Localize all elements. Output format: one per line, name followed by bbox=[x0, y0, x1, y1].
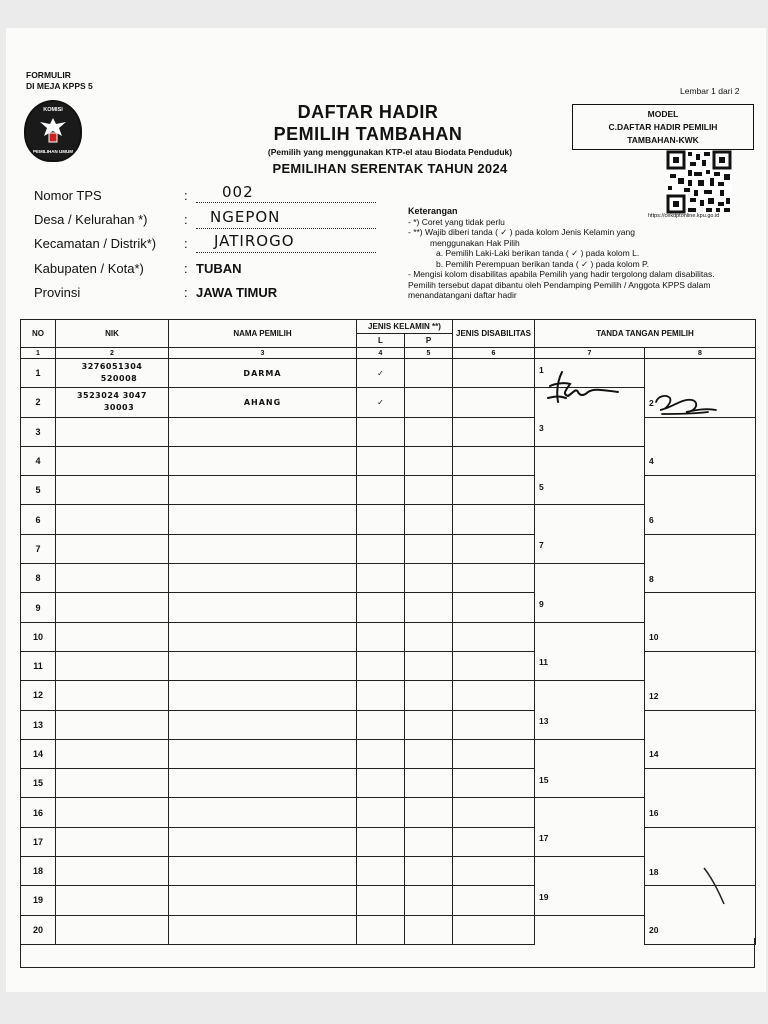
colon: : bbox=[184, 212, 188, 227]
nik-cell[interactable] bbox=[56, 476, 169, 505]
signature-number: 9 bbox=[539, 598, 544, 609]
row-no: 2 bbox=[21, 388, 56, 417]
disabilitas-cell[interactable] bbox=[453, 739, 535, 768]
nik-line2: 520008 bbox=[100, 374, 138, 384]
nama-cell[interactable] bbox=[169, 505, 357, 534]
signature-cell-left[interactable] bbox=[535, 446, 645, 475]
nik-cell[interactable] bbox=[56, 593, 169, 622]
gender-l-cell[interactable]: ✓ bbox=[357, 388, 405, 417]
gender-p-cell[interactable] bbox=[405, 827, 453, 856]
nik-cell[interactable] bbox=[56, 651, 169, 680]
nama-cell[interactable] bbox=[169, 710, 357, 739]
signature-cell-left[interactable] bbox=[535, 798, 645, 827]
gender-p-cell[interactable] bbox=[405, 798, 453, 827]
gender-l-cell[interactable] bbox=[357, 769, 405, 798]
form-code bbox=[26, 70, 93, 92]
col-number: 2 bbox=[56, 348, 169, 359]
gender-l-cell[interactable] bbox=[357, 651, 405, 680]
signature-cell-right[interactable] bbox=[645, 681, 756, 710]
nama-cell[interactable] bbox=[169, 827, 357, 856]
row-no: 9 bbox=[21, 593, 56, 622]
signature-number: 11 bbox=[539, 657, 548, 668]
signature-cell-right[interactable] bbox=[645, 359, 756, 388]
signature-cell-right[interactable] bbox=[645, 739, 756, 768]
signature-number: 18 bbox=[649, 866, 659, 877]
model-box bbox=[572, 104, 754, 150]
row-no: 10 bbox=[21, 622, 56, 651]
signature-number: 17 bbox=[539, 833, 549, 844]
gender-p-cell[interactable] bbox=[405, 886, 453, 915]
disabilitas-cell[interactable] bbox=[453, 857, 535, 886]
qr-url: https://cekdptonline.kpu.go.id bbox=[648, 213, 720, 219]
nomor-tps-value: 002 bbox=[222, 183, 254, 201]
signature-number: 16 bbox=[649, 807, 659, 818]
nik-cell[interactable] bbox=[56, 564, 169, 593]
signature-cell-left[interactable] bbox=[535, 769, 645, 798]
table-footer-box bbox=[20, 938, 755, 968]
nik-cell[interactable] bbox=[56, 388, 169, 417]
signature-cell-right[interactable] bbox=[645, 534, 756, 563]
disabilitas-cell[interactable] bbox=[453, 505, 535, 534]
gender-p-cell[interactable] bbox=[405, 622, 453, 651]
gender-p-cell[interactable] bbox=[405, 710, 453, 739]
header-p: P bbox=[405, 334, 453, 348]
table-row bbox=[21, 622, 756, 651]
signature-cell-left[interactable] bbox=[535, 505, 645, 534]
nama-cell[interactable] bbox=[169, 534, 357, 563]
col-number: 8 bbox=[645, 348, 756, 359]
signature-cell-right[interactable] bbox=[645, 476, 756, 505]
gender-l-cell[interactable] bbox=[357, 857, 405, 886]
keterangan-title: Keterangan bbox=[408, 206, 458, 216]
signature-cell-left[interactable] bbox=[535, 739, 645, 768]
nik-cell[interactable] bbox=[56, 710, 169, 739]
provinsi-label: Provinsi bbox=[34, 285, 81, 300]
gender-p-cell[interactable] bbox=[405, 534, 453, 563]
nik-cell[interactable] bbox=[56, 505, 169, 534]
signature-number: 2 bbox=[649, 397, 654, 408]
nik-cell[interactable] bbox=[56, 886, 169, 915]
table-row bbox=[21, 388, 756, 417]
signature-cell-left[interactable] bbox=[535, 593, 645, 622]
row-no: 8 bbox=[21, 564, 56, 593]
gender-p-cell[interactable] bbox=[405, 593, 453, 622]
disabilitas-cell[interactable] bbox=[453, 388, 535, 417]
row-no: 20 bbox=[21, 915, 56, 944]
table-row bbox=[21, 417, 756, 446]
gender-p-cell[interactable] bbox=[405, 446, 453, 475]
nik-cell[interactable] bbox=[56, 446, 169, 475]
gender-p-cell[interactable] bbox=[405, 681, 453, 710]
nik-line1: 3523024 3047 bbox=[76, 391, 147, 401]
form-code-line1: FORMULIR bbox=[26, 70, 71, 80]
nama-cell[interactable] bbox=[169, 798, 357, 827]
nama-cell[interactable] bbox=[169, 593, 357, 622]
gender-l-cell[interactable] bbox=[357, 564, 405, 593]
model-line1: MODEL bbox=[647, 108, 679, 119]
sheet-number: Lembar 1 dari 2 bbox=[680, 86, 740, 96]
note-3: menggunakan Hak Pilih bbox=[430, 237, 520, 248]
nik-cell[interactable] bbox=[56, 622, 169, 651]
title-line2: PEMILIH TAMBAHAN bbox=[273, 124, 463, 144]
signature-cell-left[interactable] bbox=[535, 827, 645, 856]
signature-cell-right[interactable] bbox=[645, 446, 756, 475]
signature-number: 4 bbox=[649, 456, 654, 467]
disabilitas-cell[interactable] bbox=[453, 417, 535, 446]
signature-cell-left[interactable] bbox=[535, 564, 645, 593]
signature-cell-right[interactable] bbox=[645, 710, 756, 739]
kecamatan-label: Kecamatan / Distrik*) bbox=[34, 236, 157, 251]
gender-p-cell[interactable] bbox=[405, 476, 453, 505]
signature-cell-left[interactable] bbox=[535, 534, 645, 563]
nik-cell[interactable] bbox=[56, 417, 169, 446]
gender-p-cell[interactable] bbox=[405, 857, 453, 886]
row-no: 19 bbox=[21, 886, 56, 915]
nama-cell[interactable] bbox=[169, 886, 357, 915]
row-no: 13 bbox=[21, 710, 56, 739]
nama-cell[interactable] bbox=[169, 857, 357, 886]
row-no: 17 bbox=[21, 827, 56, 856]
nik-cell[interactable] bbox=[56, 769, 169, 798]
nik-cell[interactable] bbox=[56, 857, 169, 886]
signature-cell-right[interactable] bbox=[645, 827, 756, 856]
gender-p-cell[interactable] bbox=[405, 505, 453, 534]
row-no: 11 bbox=[21, 651, 56, 680]
signature-cell-right[interactable] bbox=[645, 651, 756, 680]
title-line1: DAFTAR HADIR bbox=[297, 102, 439, 122]
disabilitas-cell[interactable] bbox=[453, 886, 535, 915]
signature-cell-left[interactable] bbox=[535, 622, 645, 651]
gender-p-cell[interactable] bbox=[405, 651, 453, 680]
garuda-icon bbox=[38, 116, 68, 144]
disabilitas-cell[interactable] bbox=[453, 769, 535, 798]
table-row bbox=[21, 534, 756, 563]
gender-l-cell[interactable] bbox=[357, 681, 405, 710]
header-l: L bbox=[357, 334, 405, 348]
signature-cell-right[interactable] bbox=[645, 564, 756, 593]
gender-p-cell[interactable] bbox=[405, 417, 453, 446]
nama-cell[interactable] bbox=[169, 417, 357, 446]
table-row bbox=[21, 798, 756, 827]
signature-cell-right[interactable] bbox=[645, 505, 756, 534]
table-row bbox=[21, 359, 756, 388]
note-4: a. Pemilih Laki-Laki berikan tanda ( ✓ ) pada kolom L. bbox=[436, 248, 640, 258]
signature-number: 12 bbox=[649, 690, 659, 701]
signature-number: 3 bbox=[539, 423, 544, 434]
table-row bbox=[21, 505, 756, 534]
table-row bbox=[21, 827, 756, 856]
gender-l-cell[interactable] bbox=[357, 739, 405, 768]
header-jenis-kelamin: JENIS KELAMIN **) bbox=[357, 320, 453, 334]
kpu-logo bbox=[24, 100, 82, 162]
disabilitas-cell[interactable] bbox=[453, 593, 535, 622]
signature-number: 1 bbox=[539, 365, 544, 375]
gender-l-cell[interactable] bbox=[357, 710, 405, 739]
nama-cell[interactable] bbox=[169, 476, 357, 505]
header-nama: NAMA PEMILIH bbox=[169, 320, 357, 348]
signature-number: 14 bbox=[649, 749, 659, 760]
note-2: - **) Wajib diberi tanda ( ✓ ) pada kolom Jenis Kelamin yang bbox=[408, 227, 635, 237]
signature-cell-left[interactable] bbox=[535, 476, 645, 505]
table-row bbox=[21, 476, 756, 505]
nama-cell[interactable] bbox=[169, 769, 357, 798]
signature-2 bbox=[652, 388, 718, 420]
disabilitas-cell[interactable] bbox=[453, 446, 535, 475]
row-no: 3 bbox=[21, 417, 56, 446]
row-no: 4 bbox=[21, 446, 56, 475]
nik-cell[interactable] bbox=[56, 739, 169, 768]
disabilitas-cell[interactable] bbox=[453, 651, 535, 680]
kecamatan-value: JATIROGO bbox=[214, 232, 295, 250]
signature-number: 15 bbox=[539, 774, 549, 785]
signature-number: 19 bbox=[539, 891, 549, 902]
disabilitas-cell[interactable] bbox=[453, 534, 535, 563]
row-no: 12 bbox=[21, 681, 56, 710]
note-1: - *) Coret yang tidak perlu bbox=[408, 216, 505, 227]
header-disabilitas: JENIS DISABILITAS bbox=[453, 320, 535, 348]
gender-l-cell[interactable]: ✓ bbox=[357, 359, 405, 388]
signature-cell-right[interactable] bbox=[645, 622, 756, 651]
qr-code-icon bbox=[666, 150, 732, 214]
gender-l-cell[interactable] bbox=[357, 886, 405, 915]
gender-p-cell[interactable] bbox=[405, 739, 453, 768]
signature-number: 8 bbox=[649, 573, 654, 584]
nama-cell[interactable]: DARMA bbox=[169, 359, 357, 388]
signature-number: 10 bbox=[649, 632, 659, 643]
stray-pen-mark bbox=[700, 864, 730, 908]
table-row bbox=[21, 446, 756, 475]
desa-value: NGEPON bbox=[210, 208, 281, 226]
note-6: - Mengisi kolom disabilitas apabila Pemilih yang hadir tergolong dalam disabilitas. Pemilih tersebut dapat dibantu oleh Pendamping Pemilih / Anggota KPPS dalam menandatangani daftar hadir bbox=[408, 269, 715, 300]
signature-number: 13 bbox=[539, 716, 549, 727]
signature-cell-right[interactable] bbox=[645, 798, 756, 827]
kabupaten-label: Kabupaten / Kota*) bbox=[34, 261, 144, 276]
nik-cell[interactable] bbox=[56, 827, 169, 856]
signature-1 bbox=[544, 366, 634, 410]
gender-p-cell[interactable] bbox=[405, 388, 453, 417]
nik-line1: 3276051304 bbox=[81, 362, 143, 372]
colon: : bbox=[184, 261, 188, 276]
signature-cell-left[interactable] bbox=[535, 681, 645, 710]
nik-line2: 30003 bbox=[103, 403, 135, 413]
attendance-table bbox=[20, 319, 756, 945]
colon: : bbox=[184, 236, 188, 251]
model-line2: C.DAFTAR HADIR PEMILIH bbox=[608, 121, 718, 132]
colon: : bbox=[184, 285, 188, 300]
logo-top-text: KOMISI bbox=[43, 107, 63, 113]
signature-cell-left[interactable] bbox=[535, 651, 645, 680]
logo-bottom-text: PEMILIHAN UMUM bbox=[33, 149, 73, 154]
col-number: 7 bbox=[535, 348, 645, 359]
table-row bbox=[21, 739, 756, 768]
nik-cell[interactable] bbox=[56, 798, 169, 827]
table-row bbox=[21, 857, 756, 886]
gender-l-cell[interactable] bbox=[357, 446, 405, 475]
signature-cell-right[interactable] bbox=[645, 593, 756, 622]
nama-cell[interactable] bbox=[169, 739, 357, 768]
form-code-line2: DI MEJA KPPS 5 bbox=[26, 81, 93, 91]
colon: : bbox=[184, 188, 188, 203]
disabilitas-cell[interactable] bbox=[453, 622, 535, 651]
gender-l-cell[interactable] bbox=[357, 827, 405, 856]
nama-cell[interactable] bbox=[169, 622, 357, 651]
row-no: 5 bbox=[21, 476, 56, 505]
col-number: 3 bbox=[169, 348, 357, 359]
table-row bbox=[21, 681, 756, 710]
disabilitas-cell[interactable] bbox=[453, 564, 535, 593]
table-row bbox=[21, 769, 756, 798]
gender-l-cell[interactable] bbox=[357, 476, 405, 505]
row-no: 1 bbox=[21, 359, 56, 388]
col-number: 6 bbox=[453, 348, 535, 359]
signature-cell-right[interactable] bbox=[645, 417, 756, 446]
col-number: 4 bbox=[357, 348, 405, 359]
table-row bbox=[21, 710, 756, 739]
nama-cell[interactable] bbox=[169, 564, 357, 593]
disabilitas-cell[interactable] bbox=[453, 359, 535, 388]
gender-l-cell[interactable] bbox=[357, 593, 405, 622]
col-number: 5 bbox=[405, 348, 453, 359]
title-line3: PEMILIHAN SERENTAK TAHUN 2024 bbox=[272, 161, 508, 176]
signature-number: 7 bbox=[539, 540, 544, 551]
disabilitas-cell[interactable] bbox=[453, 476, 535, 505]
desa-label: Desa / Kelurahan *) bbox=[34, 212, 148, 227]
gender-l-cell[interactable] bbox=[357, 534, 405, 563]
table-row bbox=[21, 564, 756, 593]
table-row bbox=[21, 593, 756, 622]
row-no: 14 bbox=[21, 739, 56, 768]
signature-cell-left[interactable] bbox=[535, 710, 645, 739]
row-no: 16 bbox=[21, 798, 56, 827]
nama-cell[interactable] bbox=[169, 446, 357, 475]
gender-p-cell[interactable] bbox=[405, 564, 453, 593]
gender-l-cell[interactable] bbox=[357, 417, 405, 446]
table-row bbox=[21, 651, 756, 680]
disabilitas-cell[interactable] bbox=[453, 681, 535, 710]
nama-cell[interactable] bbox=[169, 651, 357, 680]
table-row bbox=[21, 886, 756, 915]
disabilitas-cell[interactable] bbox=[453, 827, 535, 856]
signature-cell-left[interactable] bbox=[535, 417, 645, 446]
row-no: 15 bbox=[21, 769, 56, 798]
disabilitas-cell[interactable] bbox=[453, 710, 535, 739]
header-nik: NIK bbox=[56, 320, 169, 348]
signature-cell-left[interactable] bbox=[535, 886, 645, 915]
gender-l-cell[interactable] bbox=[357, 505, 405, 534]
subtitle: (Pemilih yang menggunakan KTP-el atau Biodata Penduduk) bbox=[267, 147, 513, 157]
header-tanda-tangan: TANDA TANGAN PEMILIH bbox=[535, 320, 756, 348]
row-no: 6 bbox=[21, 505, 56, 534]
header-no: NO bbox=[21, 320, 56, 348]
nama-cell[interactable] bbox=[169, 681, 357, 710]
signature-number: 20 bbox=[649, 925, 659, 936]
gender-l-cell[interactable] bbox=[357, 798, 405, 827]
gender-l-cell[interactable] bbox=[357, 622, 405, 651]
kabupaten-value: TUBAN bbox=[196, 261, 242, 276]
col-number: 1 bbox=[21, 348, 56, 359]
nomor-tps-label: Nomor TPS bbox=[34, 188, 102, 203]
signature-cell-left[interactable] bbox=[535, 857, 645, 886]
row-no: 7 bbox=[21, 534, 56, 563]
nik-cell[interactable] bbox=[56, 681, 169, 710]
signature-number: 6 bbox=[649, 514, 654, 525]
model-line3: TAMBAHAN-KWK bbox=[627, 134, 699, 145]
gender-p-cell[interactable] bbox=[405, 359, 453, 388]
signature-number: 5 bbox=[539, 481, 544, 492]
note-5: b. Pemilih Perempuan berikan tanda ( ✓ ) pada kolom P. bbox=[436, 258, 649, 269]
signature-cell-right[interactable] bbox=[645, 769, 756, 798]
provinsi-value: JAWA TIMUR bbox=[196, 285, 278, 300]
gender-p-cell[interactable] bbox=[405, 769, 453, 798]
nik-cell[interactable] bbox=[56, 534, 169, 563]
nama-cell[interactable]: AHANG bbox=[169, 388, 357, 417]
disabilitas-cell[interactable] bbox=[453, 798, 535, 827]
nik-cell[interactable] bbox=[56, 359, 169, 388]
row-no: 18 bbox=[21, 857, 56, 886]
